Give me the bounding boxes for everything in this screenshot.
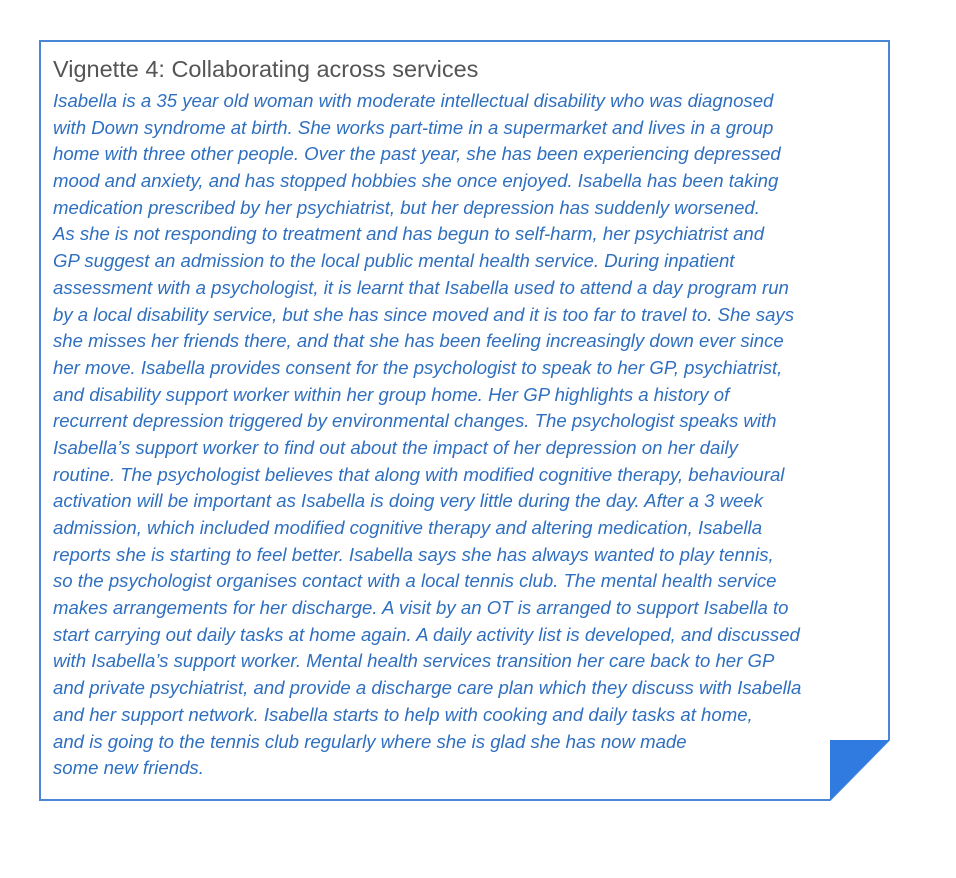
vignette-line: and is going to the tennis club regularly where she is glad she has now made bbox=[53, 730, 687, 752]
vignette-line: recurrent depression triggered by environmental changes. The psychologist speaks with bbox=[53, 410, 777, 432]
vignette-line: so the psychologist organises contact with a local tennis club. The mental health service bbox=[53, 570, 777, 592]
vignette-line: she misses her friends there, and that she has been feeling increasingly down ever since bbox=[53, 330, 784, 352]
vignette-line: her move. Isabella provides consent for the psychologist to speak to her GP, psychiatrist, bbox=[53, 356, 783, 378]
vignette-line: with Isabella’s support worker. Mental health services transition her care back to her GP bbox=[53, 650, 775, 672]
vignette-line: reports she is starting to feel better. Isabella says she has always wanted to play tennis, bbox=[53, 543, 774, 565]
vignette-line: assessment with a psychologist, it is learnt that Isabella used to attend a day program run bbox=[53, 276, 789, 298]
vignette-line: Isabella’s support worker to find out about the impact of her depression on her daily bbox=[53, 436, 738, 458]
vignette-line: with Down syndrome at birth. She works part-time in a supermarket and lives in a group bbox=[53, 116, 774, 138]
vignette-content bbox=[53, 54, 878, 782]
vignette-line: mood and anxiety, and has stopped hobbies she once enjoyed. Isabella has been taking bbox=[53, 170, 779, 192]
vignette-box bbox=[39, 40, 890, 801]
vignette-line: and her support network. Isabella starts to help with cooking and daily tasks at home, bbox=[53, 703, 753, 725]
vignette-title: Vignette 4: Collaborating across services bbox=[53, 56, 479, 82]
vignette-line: makes arrangements for her discharge. A visit by an OT is arranged to support Isabella to bbox=[53, 597, 789, 619]
vignette-line: GP suggest an admission to the local public mental health service. During inpatient bbox=[53, 250, 735, 272]
vignette-line: start carrying out daily tasks at home again. A daily activity list is developed, and discussed bbox=[53, 623, 800, 645]
vignette-line: some new friends. bbox=[53, 757, 204, 779]
vignette-line: and disability support worker within her group home. Her GP highlights a history of bbox=[53, 383, 730, 405]
vignette-line: and private psychiatrist, and provide a discharge care plan which they discuss with Isabella bbox=[53, 677, 802, 699]
vignette-line: by a local disability service, but she has since moved and it is too far to travel to. She says bbox=[53, 303, 795, 325]
vignette-line: home with three other people. Over the past year, she has been experiencing depressed bbox=[53, 143, 781, 165]
vignette-line: Isabella is a 35 year old woman with moderate intellectual disability who was diagnosed bbox=[53, 90, 774, 111]
vignette-line: medication prescribed by her psychiatrist, but her depression has suddenly worsened. bbox=[53, 196, 760, 218]
vignette-line: admission, which included modified cognitive therapy and altering medication, Isabella bbox=[53, 517, 763, 538]
vignette-line: routine. The psychologist believes that along with modified cognitive therapy, behavioural bbox=[53, 463, 785, 485]
vignette-body bbox=[53, 88, 878, 782]
vignette-line: activation will be important as Isabella is doing very little during the day. After a 3 week bbox=[53, 490, 764, 512]
vignette-line: As she is not responding to treatment and has begun to self-harm, her psychiatrist and bbox=[53, 223, 765, 245]
